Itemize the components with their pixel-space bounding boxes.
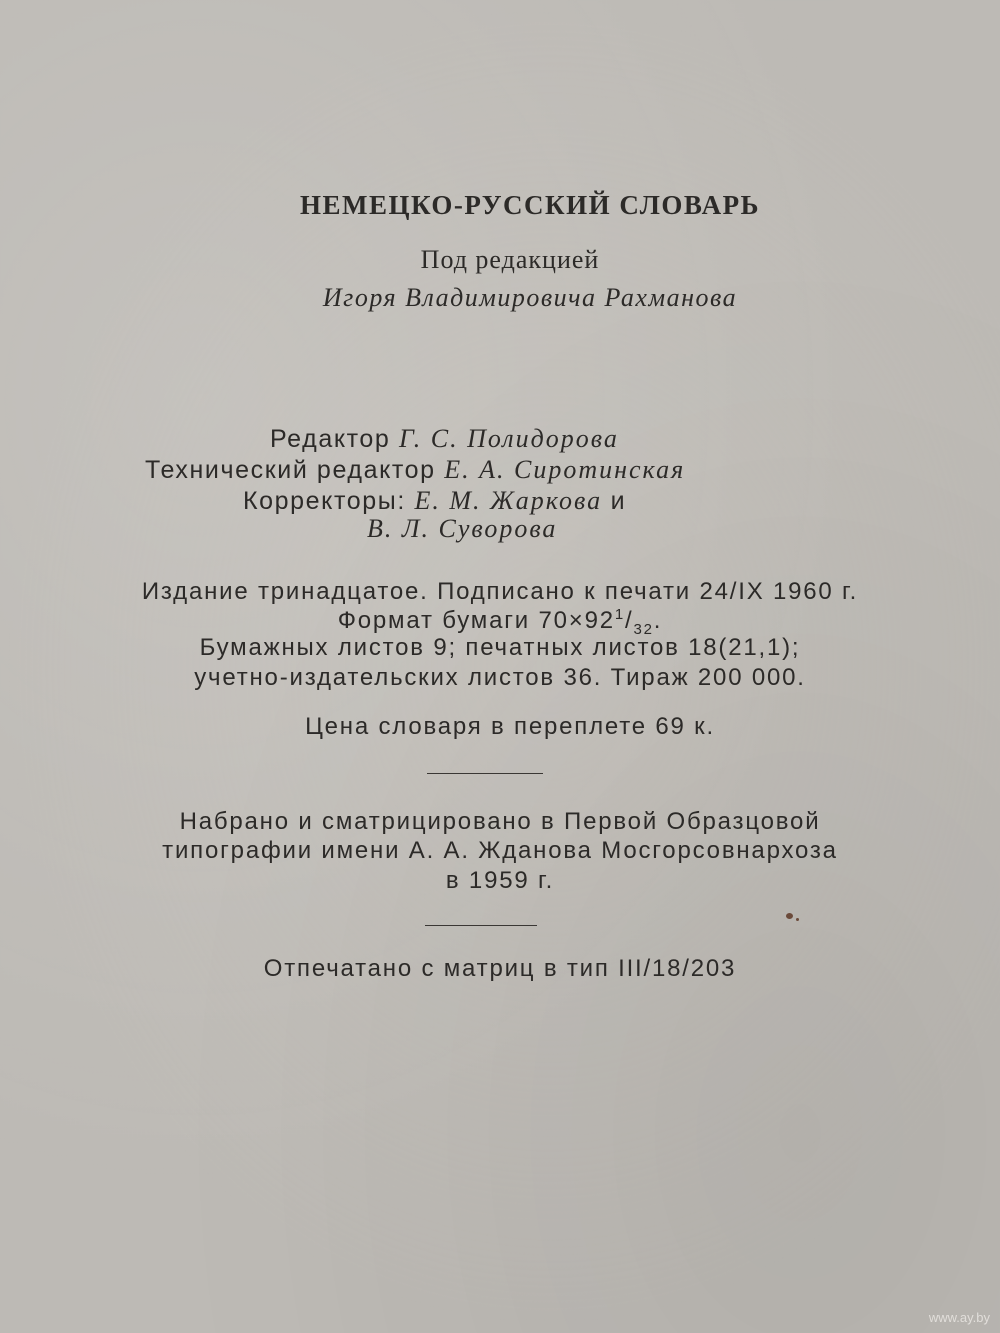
proofreaders-role: Корректоры: bbox=[243, 487, 406, 515]
editor-role: Редактор bbox=[270, 425, 391, 453]
general-editor-name: Игоря Владимировича Рахманова bbox=[322, 283, 738, 312]
tech-editor-role: Технический редактор bbox=[145, 456, 436, 484]
imprint-run-line: учетно-издательских листов 36. Тираж 200 000. bbox=[194, 664, 806, 691]
imprint-edition-line: Издание тринадцатое. Подписано к печати 24/IX 1960 г. bbox=[141, 578, 859, 605]
price-line: Цена словаря в переплете 69 к. bbox=[305, 713, 715, 740]
paper-speck bbox=[786, 913, 793, 919]
proofreader-credit-2 bbox=[367, 514, 557, 544]
printing-line-3: в 1959 г. bbox=[445, 867, 555, 894]
site-watermark: www.ay.by bbox=[928, 1310, 990, 1325]
editor-credit bbox=[270, 424, 619, 454]
book-title: НЕМЕЦКО-РУССКИЙ СЛОВАРЬ bbox=[300, 190, 760, 220]
proofreader-name-1: Е. М. Жаркова bbox=[414, 486, 603, 515]
tech-editor-name: Е. А. Сиротинская bbox=[444, 455, 686, 484]
section-divider-2 bbox=[425, 925, 537, 926]
tech-editor-credit bbox=[145, 455, 685, 485]
edited-by-label: Под редакцией bbox=[420, 245, 600, 274]
proofreader-name-2: В. Л. Суворова bbox=[367, 514, 558, 543]
editor-name: Г. С. Полидорова bbox=[398, 424, 619, 453]
imprint-sheets-line: Бумажных листов 9; печатных листов 18(21,1); bbox=[199, 634, 801, 661]
format-sub: 32 bbox=[633, 620, 654, 638]
format-sup: 1 bbox=[614, 606, 626, 623]
format-prefix: Формат бумаги 70×92 bbox=[337, 607, 615, 634]
imprint-format-line: Формат бумаги $70\times 92^1/_{32}$. bbox=[337, 606, 663, 638]
proofreaders-conjunction: и bbox=[610, 487, 627, 515]
printing-line-2: типографии имени А. А. Жданова Мосгорсовнархоза bbox=[162, 837, 838, 864]
format-suffix: . bbox=[653, 607, 663, 634]
printed-from-line: Отпечатано с матриц в тип III/18/203 bbox=[263, 955, 737, 982]
printing-line-1: Набрано и сматрицировано в Первой Образцовой bbox=[179, 808, 821, 835]
section-divider-1 bbox=[427, 773, 543, 774]
proofreaders-credit bbox=[243, 486, 626, 516]
paper-speck bbox=[796, 918, 799, 921]
